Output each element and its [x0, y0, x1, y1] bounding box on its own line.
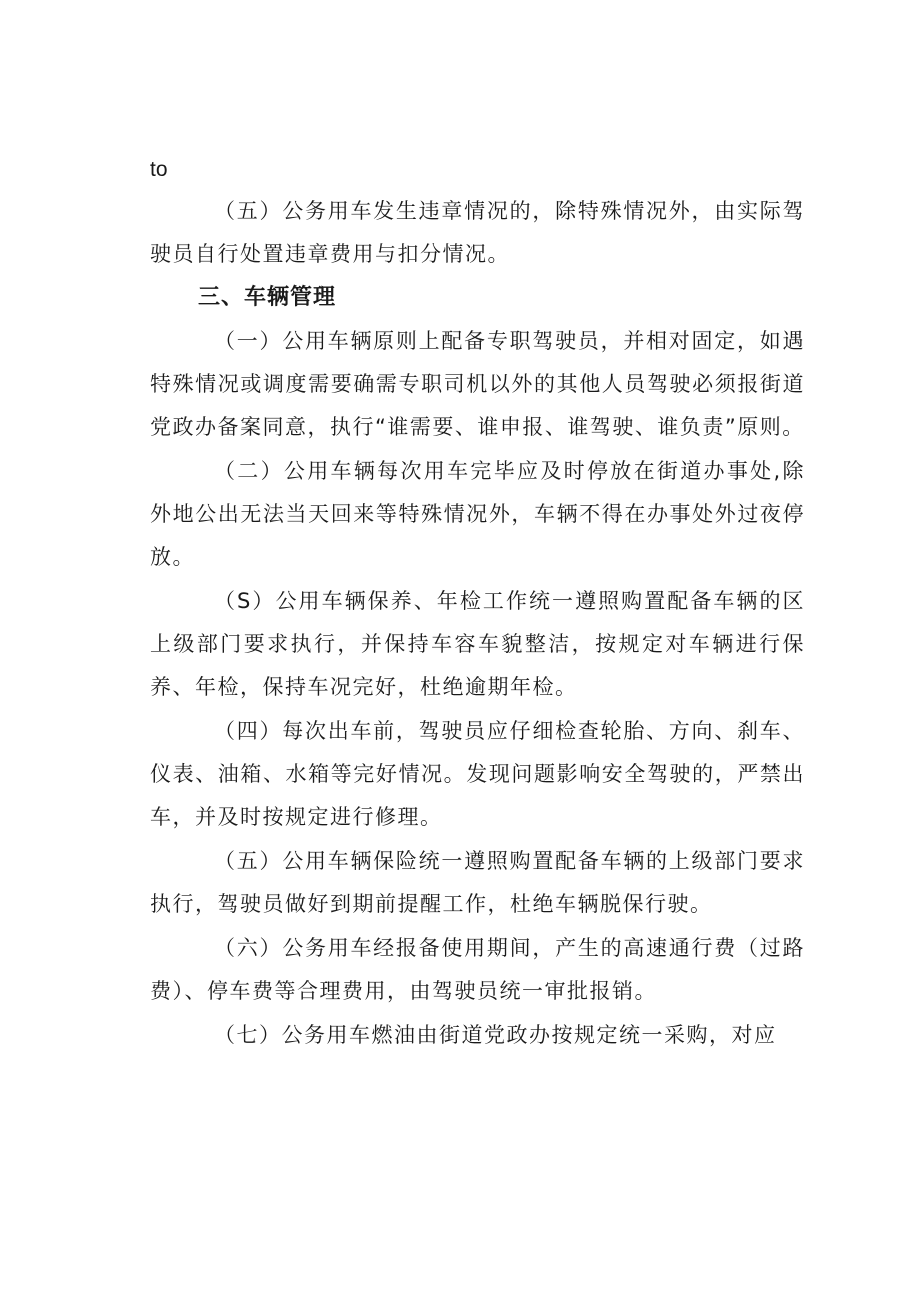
paragraph-travel-expenses: （六）公务用车经报备使用期间，产生的高速通行费（过路费）、停车费等合理费用，由驾驶员统一审批报销。: [150, 936, 805, 1003]
paragraph-pre-trip-check: （四）每次出车前，驾驶员应仔细检查轮胎、方向、刹车、仪表、油箱、水箱等完好情况。发现问题影响安全驾驶的，严禁出车，并及时按规定进行修理。: [150, 719, 805, 829]
section-heading-vehicle-management: 三、车辆管理: [198, 285, 337, 310]
paragraph-fuel-procurement: （七）公务用车燃油由街道党政办按规定统一采购，对应: [214, 1023, 777, 1047]
document-body: [150, 150, 805, 1057]
paragraph-dedicated-driver: （一）公用车辆原则上配备专职驾驶员，并相对固定，如遇特殊情况或调度需要确需专职司机以外的其他人员驾驶必须报街道党政办备案同意，执行“谁需要、谁申报、谁驾驶、谁负责”原则。: [150, 329, 805, 439]
paragraph-maintenance-inspection: （S）公用车辆保养、年检工作统一遵照购置配备车辆的区上级部门要求执行，并保持车容车貌整洁，按规定对车辆进行保养、年检，保持车况完好，杜绝逾期年检。: [150, 589, 805, 699]
text-fragment: to: [150, 158, 168, 181]
paragraph-insurance: （五）公用车辆保险统一遵照购置配备车辆的上级部门要求执行，驾驶员做好到期前提醒工作，杜绝车辆脱保行驶。: [150, 849, 805, 916]
paragraph-violation-handling: （五）公务用车发生违章情况的，除特殊情况外，由实际驾驶员自行处置违章费用与扣分情况。: [150, 199, 805, 266]
paragraph-parking: （二）公用车辆每次用车完毕应及时停放在街道办事处,除外地公出无法当天回来等特殊情况外，车辆不得在办事处外过夜停放。: [150, 459, 805, 569]
